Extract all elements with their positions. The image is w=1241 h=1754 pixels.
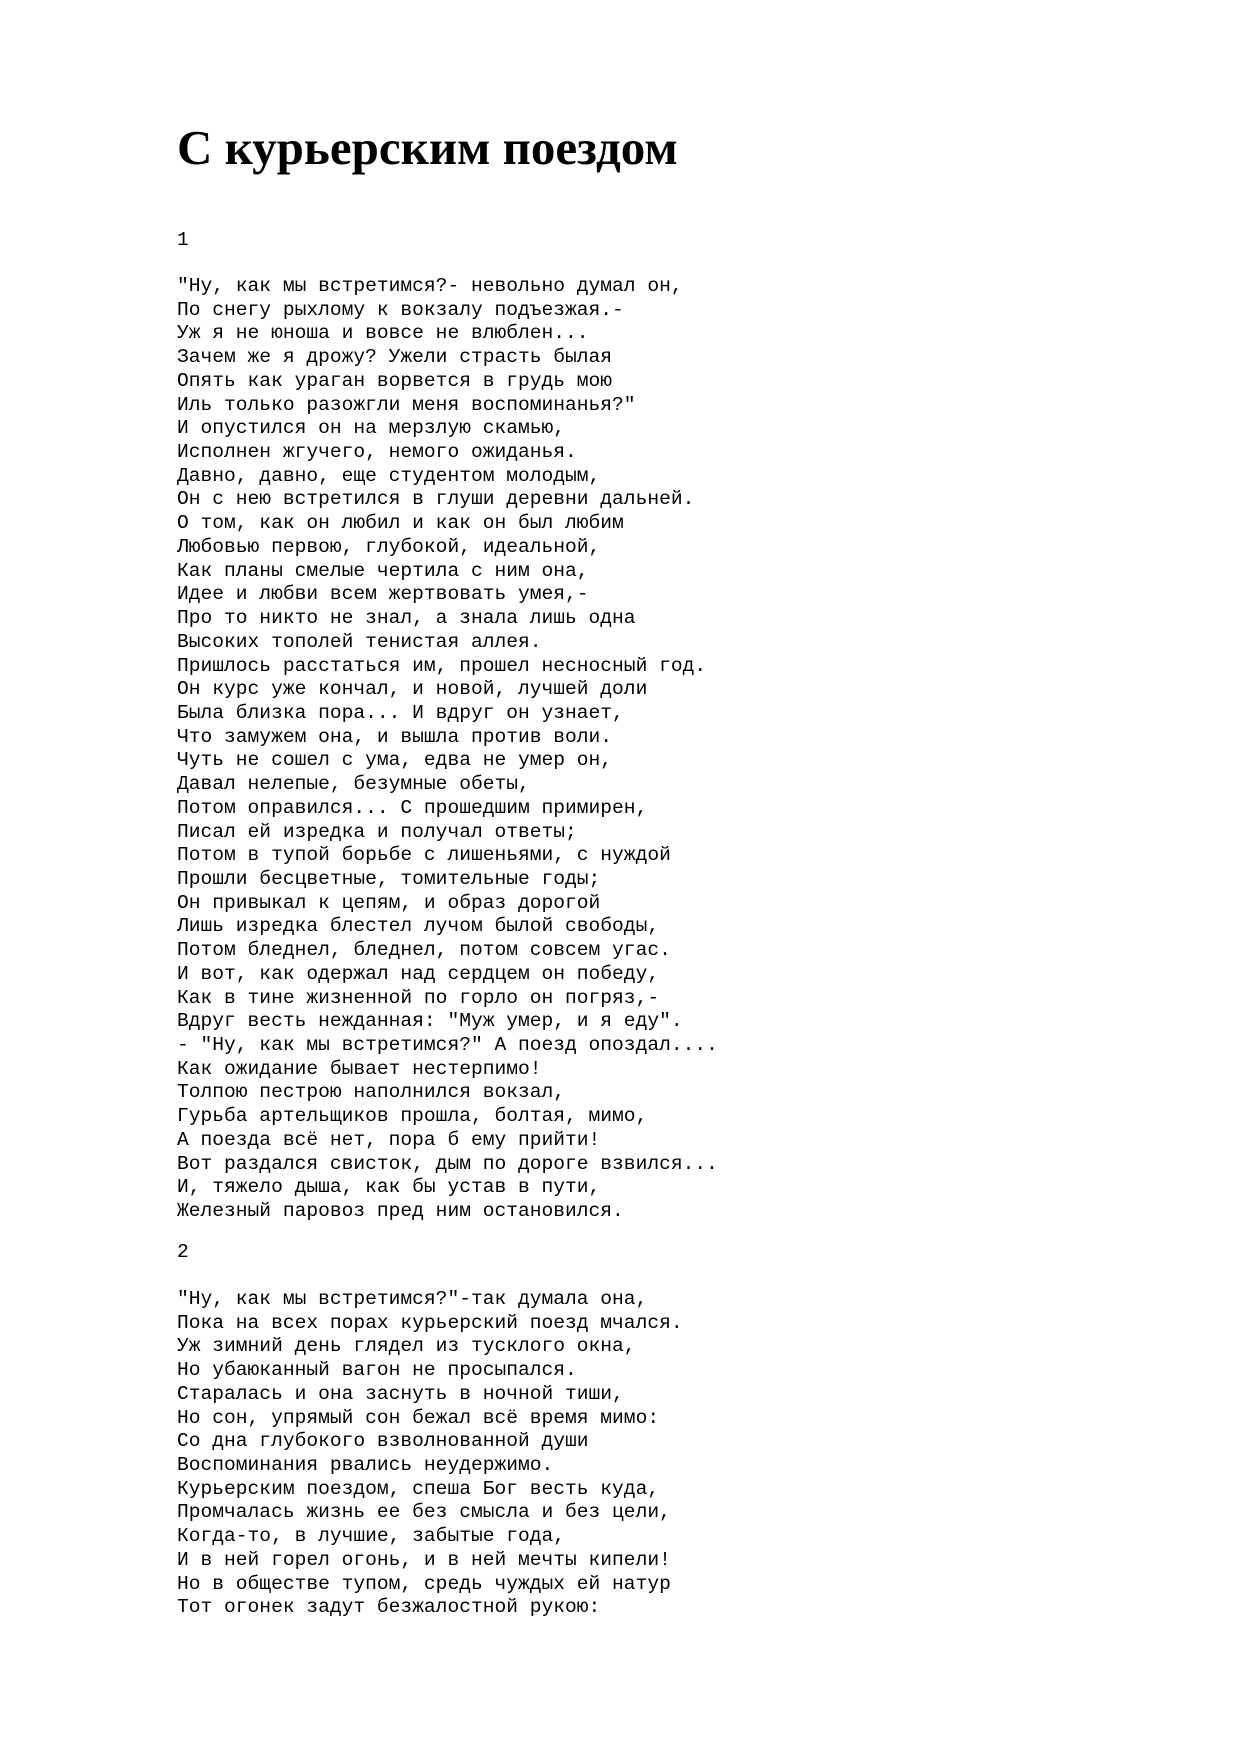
poem-line: Он курс уже кончал, и новой, лучшей доли xyxy=(177,678,648,701)
poem-line: Но сон, упрямый сон бежал всё время мимо: xyxy=(177,1406,660,1429)
poem-line: Пока на всех порах курьерский поезд мчался. xyxy=(177,1311,683,1334)
poem-line: Иль только разожгли меня воспоминанья?" xyxy=(177,393,636,416)
poem-line: "Ну, как мы встретимся?"-так думала она, xyxy=(177,1288,648,1310)
poem-stanza xyxy=(177,1288,683,1620)
poem-line: Чуть не сошел с ума, едва не умер он, xyxy=(177,749,613,772)
poem-line: Как планы смелые чертила с ним она, xyxy=(177,559,589,582)
poem-line: Высоких тополей тенистая аллея. xyxy=(177,630,542,653)
poem-line: Пришлось расстаться им, прошел несносный год. xyxy=(177,654,707,677)
page-title: С курьерским поездом xyxy=(177,120,678,175)
poem-line: Тот огонек задут безжалостной рукою: xyxy=(177,1596,601,1619)
poem-line: Он с нею встретился в глуши деревни дальней. xyxy=(177,488,695,511)
poem-line: Писал ей изредка и получал ответы; xyxy=(177,820,577,843)
poem-line: Про то никто не знал, а знала лишь одна xyxy=(177,607,636,630)
poem-line: Давал нелепые, безумные обеты, xyxy=(177,773,530,796)
poem-line: Любовью первою, глубокой, идеальной, xyxy=(177,535,601,558)
poem-line: О том, как он любил и как он был любим xyxy=(177,512,624,535)
poem-line: По снегу рыхлому к вокзалу подъезжая.- xyxy=(177,298,624,321)
poem-line: Уж зимний день глядел из тусклого окна, xyxy=(177,1335,636,1358)
poem-line: Он привыкал к цепям, и образ дорогой xyxy=(177,891,601,914)
poem-line: Потом бледнел, бледнел, потом совсем угас. xyxy=(177,939,671,962)
poem-line: Уж я не юноша и вовсе не влюблен... xyxy=(177,322,589,345)
section-number: 1 xyxy=(177,229,189,251)
poem-line: Что замужем она, и вышла против воли. xyxy=(177,725,613,748)
poem-line: Прошли бесцветные, томительные годы; xyxy=(177,867,601,890)
poem-line: Вдруг весть нежданная: "Муж умер, и я еду". xyxy=(177,1010,683,1033)
poem-line: - "Ну, как мы встретимся?" А поезд опоздал.... xyxy=(177,1034,718,1056)
poem-line: Но убаюканный вагон не просыпался. xyxy=(177,1359,577,1382)
poem-line: Старалась и она заснуть в ночной тиши, xyxy=(177,1382,624,1405)
poem-line: Но в обществе тупом, средь чуждых ей натур xyxy=(177,1572,671,1595)
poem-line: Как ожидание бывает нестерпимо! xyxy=(177,1057,542,1080)
poem-line: "Ну, как мы встретимся?- невольно думал он, xyxy=(177,275,683,297)
poem-line: Давно, давно, еще студентом молодым, xyxy=(177,464,601,487)
poem-line: Железный паровоз пред ним остановился. xyxy=(177,1200,624,1223)
poem-line: Лишь изредка блестел лучом былой свободы, xyxy=(177,915,660,938)
poem-line: Воспоминания рвались неудержимо. xyxy=(177,1454,554,1477)
poem-line: Курьерским поездом, спеша Бог весть куда, xyxy=(177,1477,660,1500)
poem-line: Зачем же я дрожу? Ужели страсть былая xyxy=(177,346,613,369)
poem-line: И вот, как одержал над сердцем он победу, xyxy=(177,962,660,985)
poem-line: Как в тине жизненной по горло он погряз,- xyxy=(177,986,660,1009)
poem-line: Потом оправился... С прошедшим примирен, xyxy=(177,796,648,819)
poem-line: Идее и любви всем жертвовать умея,- xyxy=(177,583,589,606)
poem-line: И опустился он на мерзлую скамью, xyxy=(177,417,566,440)
poem-line: Гурьба артельщиков прошла, болтая, мимо, xyxy=(177,1105,648,1128)
section-number: 2 xyxy=(177,1241,189,1263)
poem-line: Когда-то, в лучшие, забытые года, xyxy=(177,1525,566,1548)
poem-line: Толпою пестрою наполнился вокзал, xyxy=(177,1081,566,1104)
poem-line: Потом в тупой борьбе с лишеньями, с нуждой xyxy=(177,844,671,867)
poem-stanza xyxy=(177,275,718,1224)
poem-line: Промчалась жизнь ее без смысла и без цели, xyxy=(177,1501,671,1524)
poem-line: И, тяжело дыша, как бы устав в пути, xyxy=(177,1176,601,1199)
poem-line: И в ней горел огонь, и в ней мечты кипели! xyxy=(177,1548,671,1571)
poem-line: А поезда всё нет, пора б ему прийти! xyxy=(177,1128,601,1151)
poem-line: Вот раздался свисток, дым по дороге взвился... xyxy=(177,1152,718,1175)
poem-line: Опять как ураган ворвется в грудь мою xyxy=(177,369,613,392)
poem-line: Была близка пора... И вдруг он узнает, xyxy=(177,701,624,724)
poem-line: Исполнен жгучего, немого ожиданья. xyxy=(177,441,577,464)
poem-line: Со дна глубокого взволнованной души xyxy=(177,1430,589,1453)
